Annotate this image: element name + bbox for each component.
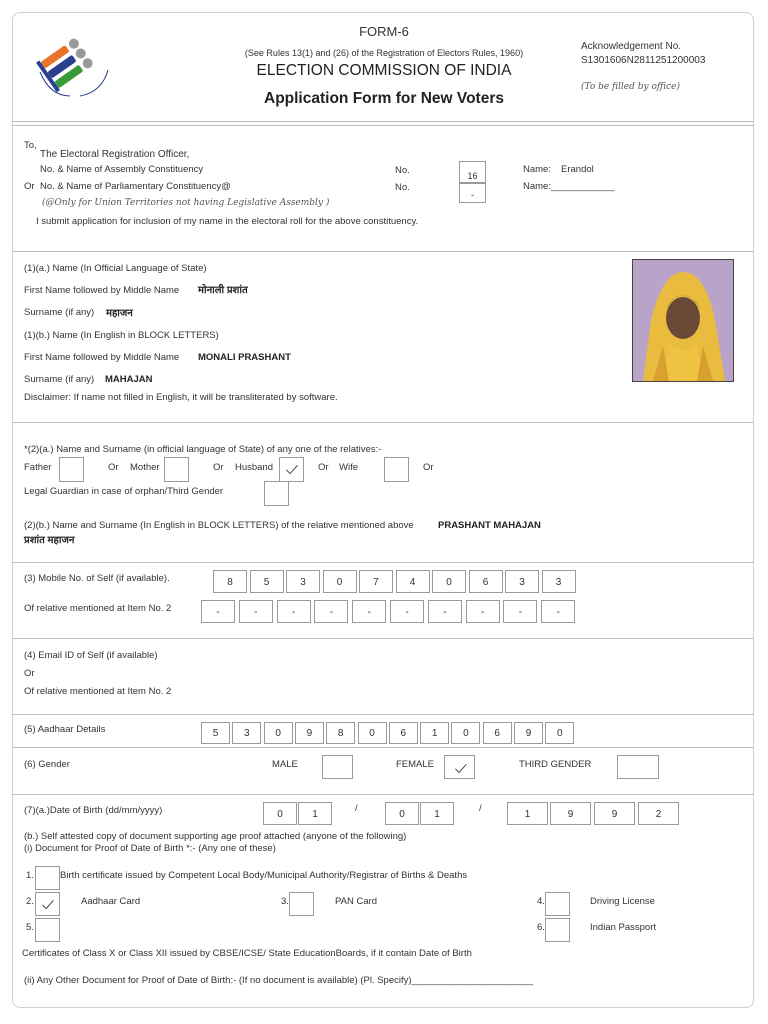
relative-heading: *(2)(a.) Name and Surname (in official language of State) of any one of the relatives:-	[24, 444, 382, 455]
email-relative-label: Of relative mentioned at Item No. 2	[24, 686, 172, 697]
male-label: MALE	[272, 759, 298, 770]
first-name-english[interactable]: MONALI PRASHANT	[198, 352, 291, 363]
mobile-digit-box[interactable]: 3	[286, 570, 320, 593]
birth-certificate-checkbox[interactable]	[35, 866, 60, 890]
eci-logo	[30, 30, 116, 100]
mobile-digit-box[interactable]: 3	[542, 570, 576, 593]
dob-label: (7)(a.)Date of Birth (dd/mm/yyyy)	[24, 805, 163, 816]
school-certificate-checkbox[interactable]	[35, 918, 60, 942]
dob-year-digit-box[interactable]: 1	[507, 802, 548, 825]
aadhaar-digit-box[interactable]: 0	[264, 722, 293, 744]
aadhaar-digit-box[interactable]: 6	[483, 722, 512, 744]
option-number: 2.	[26, 896, 34, 907]
indian-passport-checkbox[interactable]	[545, 918, 570, 942]
mother-label: Mother	[130, 462, 160, 473]
mobile-relative-digit-box[interactable]: -	[428, 600, 462, 623]
acknowledgement-label: Acknowledgement No.	[581, 41, 682, 52]
dob-document-heading: (i) Document for Proof of Date of Birth *:- (Any one of these)	[24, 843, 276, 854]
mobile-digit-box[interactable]: 0	[432, 570, 466, 593]
or-label: Or	[423, 462, 434, 473]
mobile-relative-digit-box[interactable]: -	[503, 600, 537, 623]
mobile-relative-digit-box[interactable]: -	[239, 600, 273, 623]
aadhaar-card-checkbox[interactable]	[35, 892, 60, 916]
driving-license-label: Driving License	[590, 896, 655, 907]
mobile-digit-box[interactable]: 4	[396, 570, 430, 593]
aadhaar-digit-box[interactable]: 9	[295, 722, 324, 744]
surname-official[interactable]: महाजन	[106, 308, 133, 319]
first-name-official[interactable]: मोनाली प्रशांत	[198, 285, 248, 296]
surname-english[interactable]: MAHAJAN	[105, 374, 153, 385]
relative-name-english[interactable]: PRASHANT MAHAJAN	[438, 520, 541, 531]
aadhaar-digit-box[interactable]: 0	[358, 722, 387, 744]
applicant-photo	[632, 259, 734, 382]
option-number: 4.	[537, 896, 545, 907]
attested-copy-note: (b.) Self attested copy of document supporting age proof attached (anyone of the following)	[24, 831, 407, 842]
or-label: Or	[318, 462, 329, 473]
dob-year-digit-box[interactable]: 9	[594, 802, 635, 825]
third-gender-label: THIRD GENDER	[519, 759, 592, 770]
aadhaar-digit-box[interactable]: 9	[514, 722, 543, 744]
dob-month-digit-box[interactable]: 1	[420, 802, 454, 825]
female-checkbox[interactable]	[444, 755, 475, 779]
mobile-relative-digit-box[interactable]: -	[390, 600, 424, 623]
dob-day-digit-box[interactable]: 1	[298, 802, 332, 825]
email-or-label: Or	[24, 668, 35, 679]
mobile-relative-digit-box[interactable]: -	[466, 600, 500, 623]
mobile-digit-box[interactable]: 5	[250, 570, 284, 593]
school-certificate-label: Certificates of Class X or Class XII issued by CBSE/ICSE/ State EducationBoards, if it contain Date of Birth	[22, 948, 472, 959]
aadhaar-digit-box[interactable]: 0	[451, 722, 480, 744]
mobile-digit-box[interactable]: 6	[469, 570, 503, 593]
form-number: FORM-6	[359, 24, 409, 39]
form-page	[12, 12, 754, 1008]
commission-name: ELECTION COMMISSION OF INDIA	[256, 62, 512, 79]
mobile-relative-digit-box[interactable]: -	[352, 600, 386, 623]
relative-english-heading: (2)(b.) Name and Surname (In English in BLOCK LETTERS) of the relative mentioned above	[24, 520, 414, 531]
first-name-label-official: First Name followed by Middle Name	[24, 285, 180, 296]
wife-label: Wife	[339, 462, 358, 473]
mobile-relative-digit-box[interactable]: -	[201, 600, 235, 623]
other-document-label[interactable]: (ii) Any Other Document for Proof of Date of Birth:- (If no document is available) (Pl. Specify)_______________________	[24, 975, 534, 986]
assembly-no-field[interactable]: 16	[459, 161, 486, 183]
father-checkbox[interactable]	[59, 457, 84, 482]
assembly-name-value: Erandol	[561, 164, 594, 175]
surname-label-official: Surname (if any)	[24, 307, 95, 318]
transliteration-disclaimer: Disclaimer: If name not filled in English, it will be transliterated by software.	[24, 392, 338, 403]
assembly-constituency-label: No. & Name of Assembly Constituency	[40, 164, 204, 175]
check-mark-icon	[280, 458, 303, 481]
surname-label-english: Surname (if any)	[24, 374, 95, 385]
husband-checkbox[interactable]	[279, 457, 304, 482]
aadhaar-digit-box[interactable]: 6	[389, 722, 418, 744]
or-label: Or	[24, 181, 35, 192]
date-slash: /	[479, 803, 482, 814]
gender-label: (6) Gender	[24, 759, 70, 770]
father-label: Father	[24, 462, 52, 473]
parliament-constituency-label: No. & Name of Parliamentary Constituency@	[40, 181, 231, 192]
date-slash: /	[355, 803, 358, 814]
mobile-relative-digit-box[interactable]: -	[277, 600, 311, 623]
third-gender-checkbox[interactable]	[617, 755, 659, 779]
indian-passport-label: Indian Passport	[590, 922, 657, 933]
aadhaar-digit-box[interactable]: 3	[232, 722, 261, 744]
aadhaar-digit-box[interactable]: 0	[545, 722, 574, 744]
legal-guardian-checkbox[interactable]	[264, 481, 289, 506]
option-number: 3.	[281, 896, 289, 907]
assembly-no-label: No.	[395, 165, 410, 176]
dob-month-digit-box[interactable]: 0	[385, 802, 419, 825]
option-number: 1.	[26, 870, 34, 881]
form-title: Application Form for New Voters	[264, 90, 504, 107]
pan-card-label: PAN Card	[335, 896, 378, 907]
parliament-no-label: No.	[395, 182, 410, 193]
dob-year-digit-box[interactable]: 9	[550, 802, 591, 825]
or-label: Or	[108, 462, 119, 473]
check-mark-icon	[36, 893, 59, 915]
mobile-digit-box[interactable]: 7	[359, 570, 393, 593]
birth-certificate-label: Birth certificate issued by Competent Local Body/Municipal Authority/Registrar of Births & Deaths	[60, 870, 468, 881]
or-label: Or	[213, 462, 224, 473]
aadhaar-card-label: Aadhaar Card	[81, 896, 141, 907]
dob-year-digit-box[interactable]: 2	[638, 802, 679, 825]
pan-card-checkbox[interactable]	[289, 892, 314, 916]
check-mark-icon	[445, 756, 474, 778]
parliament-no-field[interactable]: -	[459, 183, 486, 203]
driving-license-checkbox[interactable]	[545, 892, 570, 916]
aadhaar-digit-box[interactable]: 5	[201, 722, 230, 744]
option-number: 5.	[26, 922, 34, 933]
mobile-digit-box[interactable]: 8	[213, 570, 247, 593]
legal-guardian-label: Legal Guardian in case of orphan/Third Gender	[24, 486, 224, 497]
aadhaar-digit-box[interactable]: 8	[326, 722, 355, 744]
parliament-name-label: Name:____________	[523, 181, 615, 192]
option-number: 6.	[537, 922, 545, 933]
assembly-name-label: Name:	[523, 164, 551, 175]
wife-checkbox[interactable]	[384, 457, 409, 482]
english-name-heading: (1)(b.) Name (In English in BLOCK LETTERS)	[24, 330, 219, 341]
mobile-relative-digit-box[interactable]: -	[314, 600, 348, 623]
officer-label: The Electoral Registration Officer,	[40, 149, 190, 160]
male-checkbox[interactable]	[322, 755, 353, 779]
email-self-label: (4) Email ID of Self (if available)	[24, 650, 158, 661]
rules-reference: (See Rules 13(1) and (26) of the Registration of Electors Rules, 1960)	[244, 48, 524, 58]
official-name-heading: (1)(a.) Name (In Official Language of State)	[24, 263, 207, 274]
aadhaar-label: (5) Aadhaar Details	[24, 724, 106, 735]
mobile-self-label: (3) Mobile No. of Self (if available).	[24, 573, 170, 584]
relative-name-official[interactable]: प्रशांत महाजन	[24, 535, 75, 546]
mobile-digit-box[interactable]: 0	[323, 570, 357, 593]
dob-day-digit-box[interactable]: 0	[263, 802, 297, 825]
mobile-relative-digit-box[interactable]: -	[541, 600, 575, 623]
submission-statement: I submit application for inclusion of my name in the electoral roll for the above constituency.	[36, 216, 419, 227]
aadhaar-digit-box[interactable]: 1	[420, 722, 449, 744]
first-name-label-english: First Name followed by Middle Name	[24, 352, 180, 363]
female-label: FEMALE	[396, 759, 435, 770]
husband-label: Husband	[235, 462, 274, 473]
acknowledgement-number: S1301606N2811251200003	[581, 55, 706, 66]
to-label: To,	[24, 140, 37, 151]
mobile-relative-label: Of relative mentioned at Item No. 2	[24, 603, 172, 614]
mother-checkbox[interactable]	[164, 457, 189, 482]
office-note: (To be filled by office)	[581, 82, 681, 92]
union-territory-note: (@Only for Union Territories not having Legislative Assembly )	[42, 198, 330, 208]
mobile-digit-box[interactable]: 3	[505, 570, 539, 593]
